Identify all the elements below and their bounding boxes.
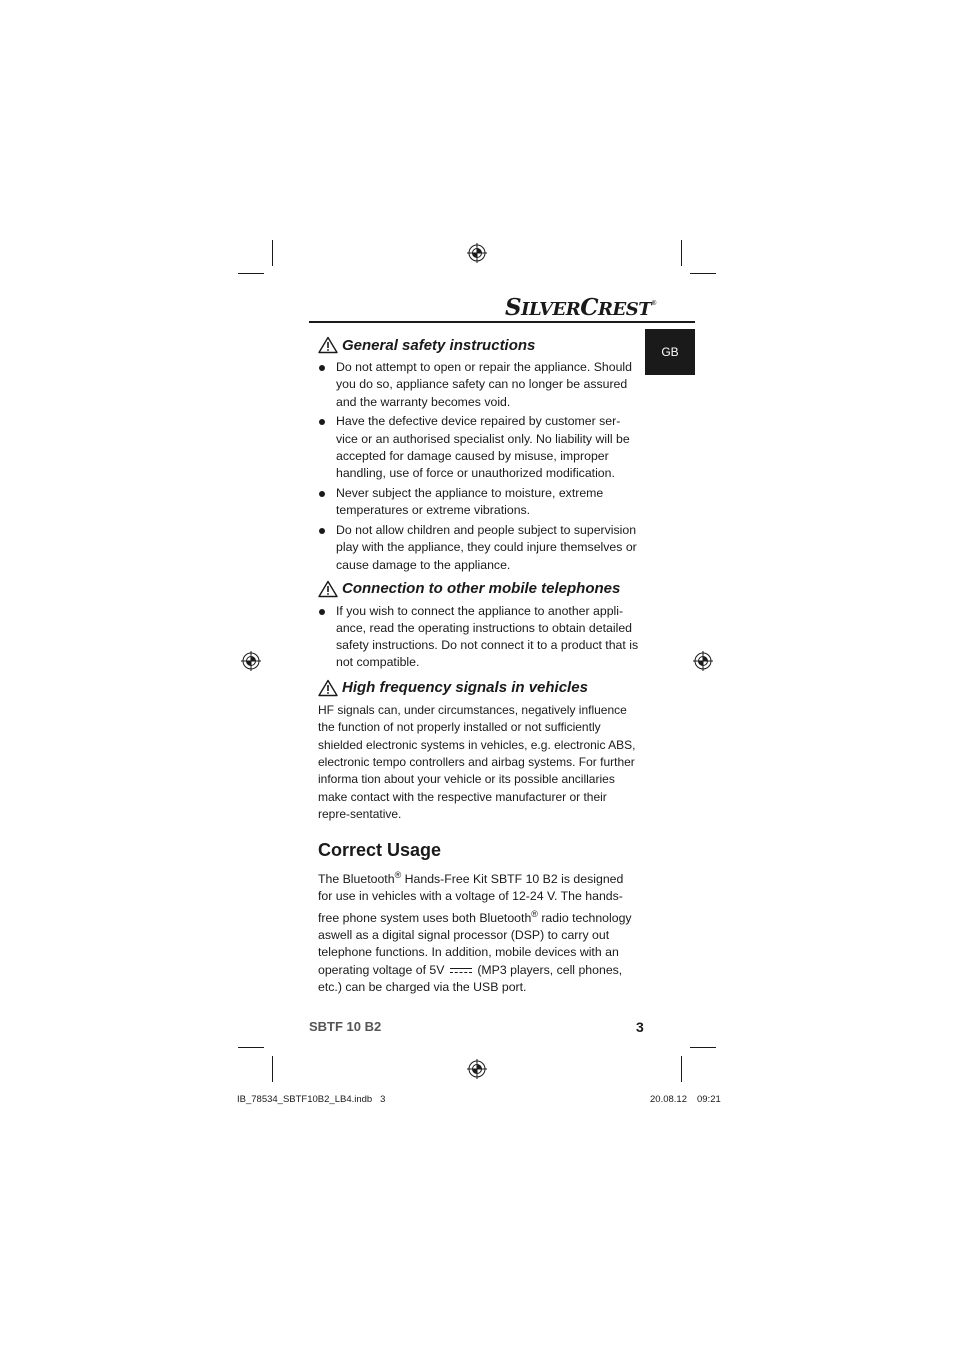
general-safety-list xyxy=(318,359,640,574)
crop-mark-top-right-h xyxy=(690,273,716,274)
language-tab: GB xyxy=(645,329,695,375)
crop-mark-top-left-h xyxy=(238,273,264,274)
hf-signals-paragraph: HF signals can, under circumstances, negatively influence the function of not properly installed or not sufficiently shielded electronic systems in vehicles, e.g. electronic ABS, electronic tempo controllers and airbag systems. For further informa tion about your vehicle or its possible ancillaries make contact with the respective manufacturer or their repre-sentative. xyxy=(318,702,636,822)
direct-current-symbol-icon xyxy=(450,967,472,975)
section-heading-general-safety: General safety instructions xyxy=(318,333,640,357)
warning-triangle-icon xyxy=(318,580,338,598)
registration-mark-icon xyxy=(467,243,487,263)
correct-usage-heading: Correct Usage xyxy=(318,839,442,860)
registration-mark-icon xyxy=(693,651,713,671)
crop-mark-bottom-right-v xyxy=(681,1056,682,1082)
connection-list xyxy=(318,603,640,672)
list-item: Do not attempt to open or repair the appliance. Should you do so, appliance safety can no longer be assured and the warranty becomes void. xyxy=(318,359,640,411)
footer-model: SBTF 10 B2 xyxy=(309,1019,382,1034)
page-number: 3 xyxy=(636,1019,644,1035)
list-item: Never subject the appliance to moisture, extreme temperatures or extreme vibrations. xyxy=(318,485,640,520)
list-item: If you wish to connect the appliance to another appli-ance, read the operating instructions to obtain detailed safety instructions. Do not connect it to a product that is not compatible. xyxy=(318,603,640,672)
section-heading-hf-signals: High frequency signals in vehicles xyxy=(318,676,640,700)
crop-mark-top-left-v xyxy=(272,240,273,266)
registration-mark-icon xyxy=(467,1059,487,1079)
crop-mark-bottom-left-h xyxy=(238,1047,264,1048)
registration-mark-icon xyxy=(241,651,261,671)
warning-triangle-icon xyxy=(318,336,338,354)
correct-usage-paragraph: The Bluetooth® Hands-Free Kit SBTF 10 B2 is designed for use in vehicles with a voltage of 12-24 V. The hands-free phone system uses both Bluetooth® radio technology aswell as a digital signal processor (DSP) to carry out telephone functions. In addition, mobile devices with an operating voltage of 5V (MP3 players, cell phones, etc.) can be charged via the USB port. xyxy=(318,869,632,995)
crop-mark-bottom-right-h xyxy=(690,1047,716,1048)
list-item: Do not allow children and people subject to supervision play with the appliance, they could injure themselves or cause damage to the appliance. xyxy=(318,522,640,574)
header-rule xyxy=(309,321,695,323)
warning-triangle-icon xyxy=(318,679,338,697)
silvercrest-logo: SILVERCREST® xyxy=(505,294,657,321)
section-heading-connection: Connection to other mobile telephones xyxy=(318,577,640,601)
crop-mark-bottom-left-v xyxy=(272,1056,273,1082)
crop-mark-top-right-v xyxy=(681,240,682,266)
slug-file: IB_78534_SBTF10B2_LB4.indb 3 xyxy=(237,1094,386,1105)
list-item: Have the defective device repaired by customer ser-vice or an authorised specialist only. No liability will be accepted for damage caused by misuse, improper handling, use of force or unauthorized modification. xyxy=(318,413,640,482)
main-content xyxy=(318,333,640,997)
slug-datetime: 20.08.12 09:21 xyxy=(650,1094,721,1105)
